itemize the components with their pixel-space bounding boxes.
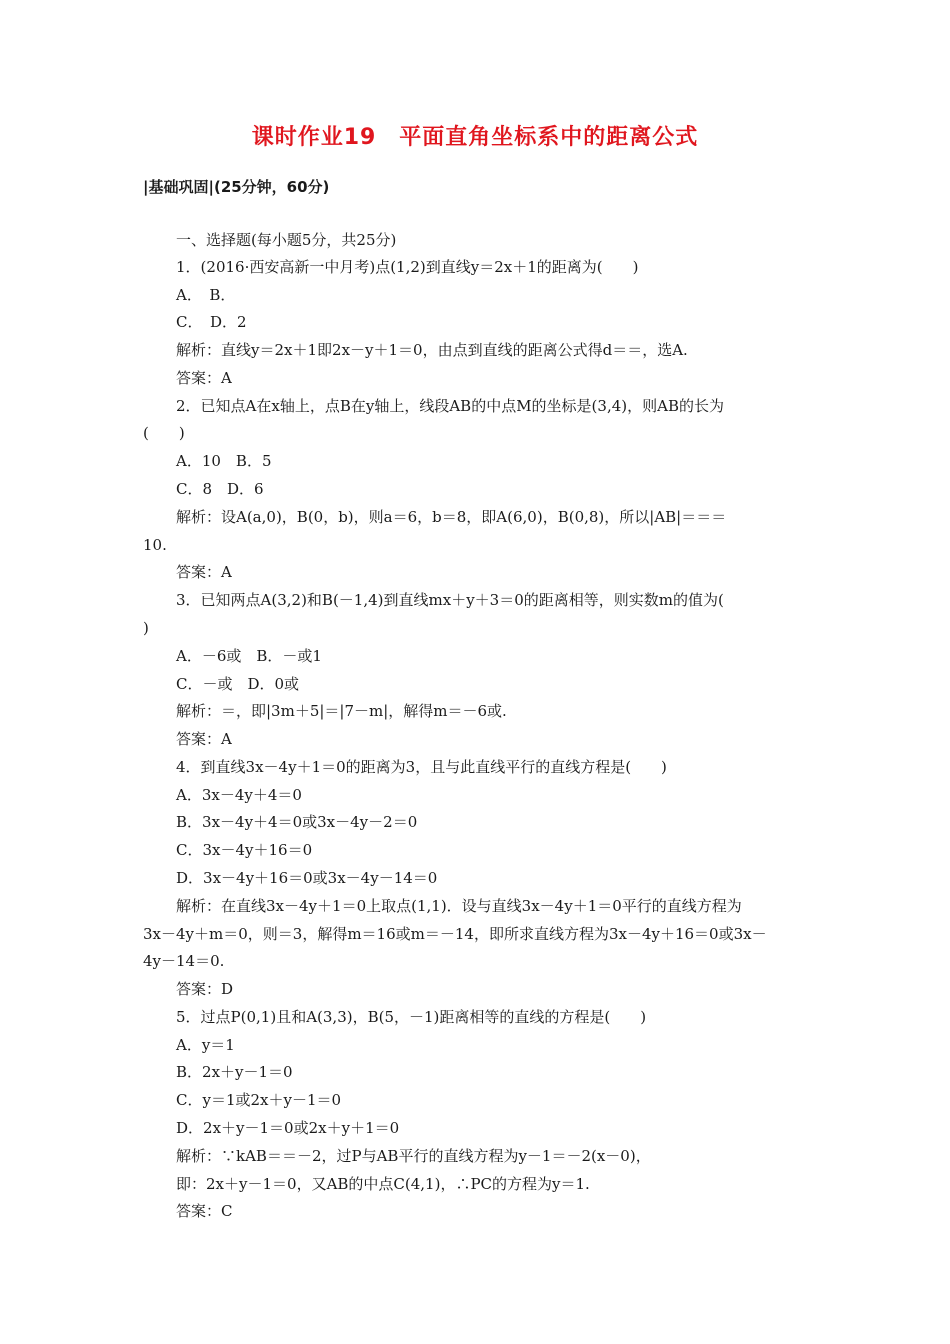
page-title: 课时作业19 平面直角坐标系中的距离公式 [251, 125, 699, 150]
question-5-option-c: C．y＝1或2x＋y－1＝0 [176, 1091, 342, 1109]
question-2-answer: 答案：A [176, 563, 232, 581]
question-5: 5．过点P(0,1)且和A(3,3)，B(5，－1)距离相等的直线的方程是( ) [176, 1008, 647, 1026]
question-5-solution: 解析：∵kAB＝＝－2，过P与AB平行的直线方程为y－1＝－2(x－0)， [176, 1147, 651, 1165]
question-2-solution: 解析：设A(a,0)，B(0，b)，则a＝6，b＝8，即A(6,0)，B(0,8)，所以|AB|＝＝＝ [176, 508, 727, 526]
question-4: 4．到直线3x－4y＋1＝0的距离为3，且与此直线平行的直线方程是( ) [176, 758, 667, 776]
question-2: 2．已知点A在x轴上，点B在y轴上，线段AB的中点M的坐标是(3,4)，则AB的长为 [176, 397, 724, 415]
question-5-solution-cont: 即：2x＋y－1＝0，又AB的中点C(4,1)，∴PC的方程为y＝1. [176, 1175, 590, 1193]
question-1-answer: 答案：A [176, 369, 232, 387]
question-2-solution-cont: 10. [143, 536, 167, 554]
question-3-solution: 解析：＝，即|3m＋5|＝|7－m|，解得m＝－6或. [176, 702, 507, 720]
question-3-answer: 答案：A [176, 730, 232, 748]
question-4-solution-cont: 3x－4y＋m＝0，则＝3，解得m＝16或m＝－14，即所求直线方程为3x－4y＋16＝0或3x－ [143, 925, 767, 943]
question-2-cont: ( ) [143, 424, 185, 442]
question-1: 1．(2016·西安高新一中月考)点(1,2)到直线y＝2x＋1的距离为( ) [176, 258, 639, 276]
question-3-options-ab: A．－6或 B．－或1 [176, 647, 322, 665]
question-4-option-d: D．3x－4y＋16＝0或3x－4y－14＝0 [176, 869, 438, 887]
question-4-solution-cont2: 4y－14＝0. [143, 952, 225, 970]
question-1-solution: 解析：直线y＝2x＋1即2x－y＋1＝0，由点到直线的距离公式得d＝＝，选A. [176, 341, 688, 359]
section-heading: |基础巩固|(25分钟，60分) [143, 178, 330, 196]
question-4-option-c: C．3x－4y＋16＝0 [176, 841, 313, 859]
question-4-option-a: A．3x－4y＋4＝0 [176, 786, 302, 804]
question-5-option-d: D．2x＋y－1＝0或2x＋y＋1＝0 [176, 1119, 400, 1137]
question-2-options-ab: A．10 B．5 [176, 452, 272, 470]
question-5-option-a: A．y＝1 [176, 1036, 235, 1054]
question-3: 3．已知两点A(3,2)和B(－1,4)到直线mx＋y＋3＝0的距离相等，则实数m的值为( [176, 591, 724, 609]
question-5-answer: 答案：C [176, 1202, 233, 1220]
question-1-options-ab: A． B． [176, 286, 236, 304]
question-4-solution: 解析：在直线3x－4y＋1＝0上取点(1,1)．设与直线3x－4y＋1＝0平行的直线方程为 [176, 897, 742, 915]
question-1-options-cd: C． D．2 [176, 313, 247, 331]
question-2-options-cd: C．8 D．6 [176, 480, 264, 498]
part-heading: 一、选择题(每小题5分，共25分) [176, 231, 397, 249]
question-3-cont: ) [143, 619, 149, 637]
question-5-option-b: B．2x＋y－1＝0 [176, 1063, 293, 1081]
question-4-option-b: B．3x－4y＋4＝0或3x－4y－2＝0 [176, 813, 418, 831]
question-4-answer: 答案：D [176, 980, 234, 998]
question-3-options-cd: C．－或 D．0或 [176, 675, 300, 693]
